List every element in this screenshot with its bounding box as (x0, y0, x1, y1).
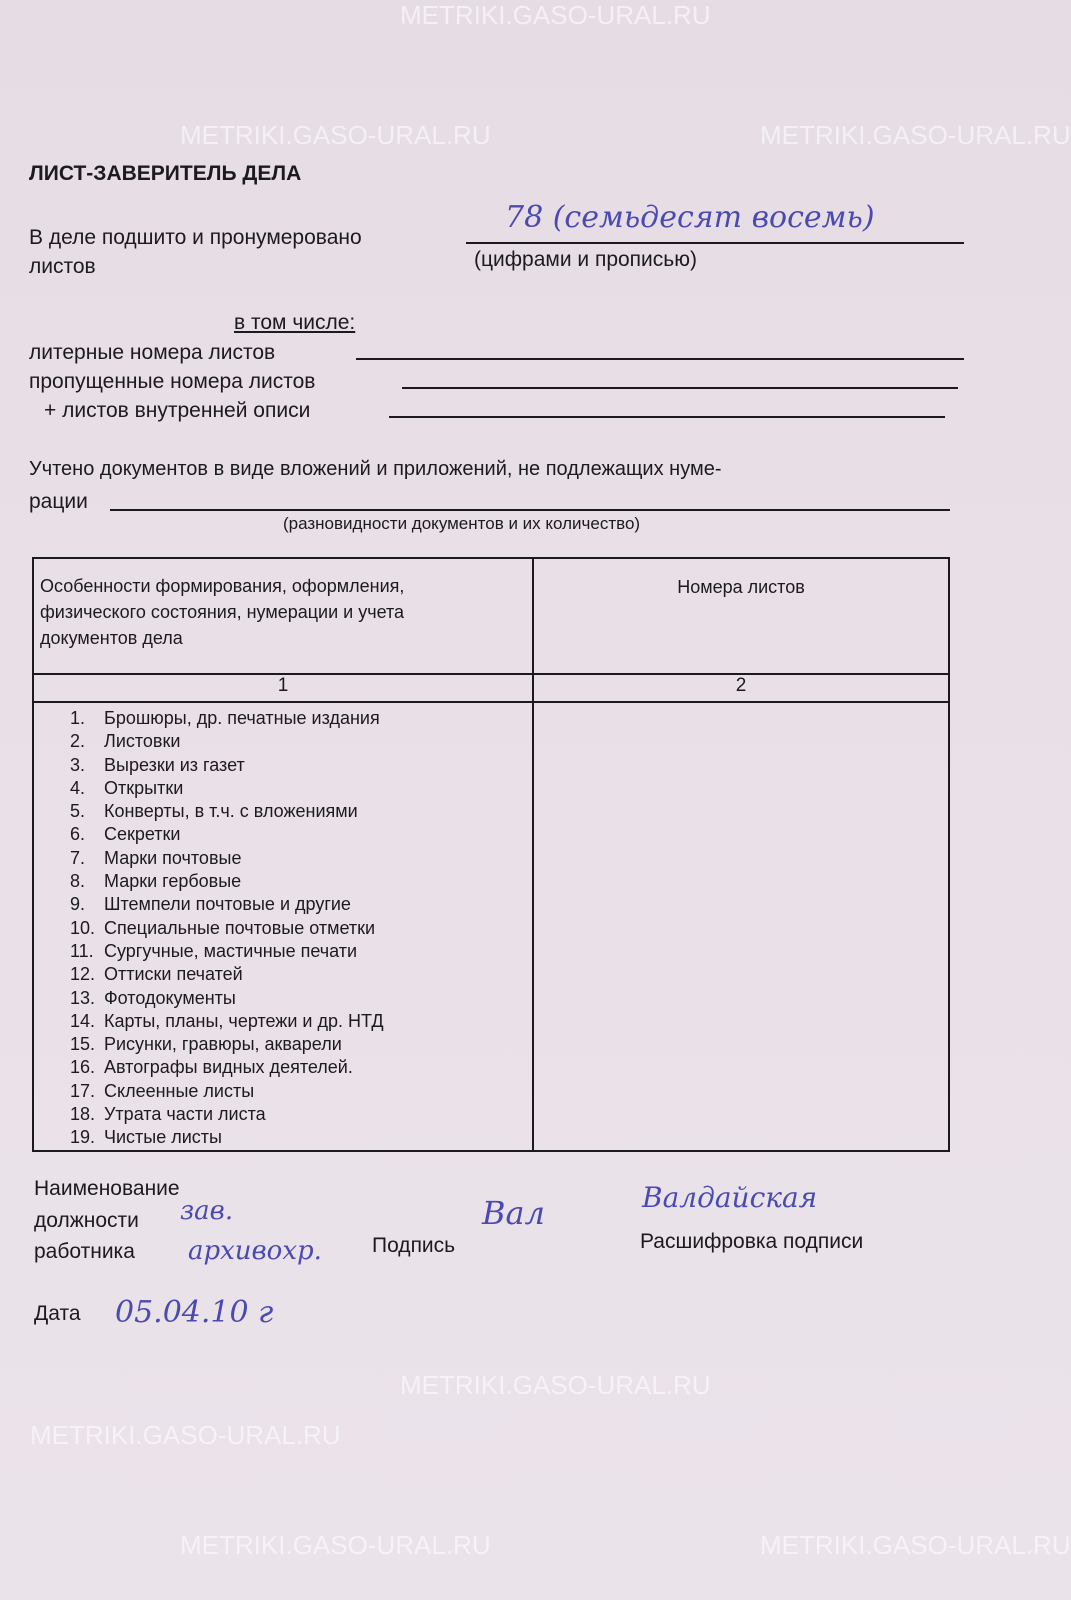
table-header-row (33, 558, 949, 674)
item-number: 14. (70, 1010, 96, 1031)
column-number-2: 2 (533, 674, 949, 702)
item-label: Карты, планы, чертежи и др. НТД (104, 1010, 384, 1031)
table-body-row (33, 702, 949, 1151)
list-item (70, 777, 532, 800)
list-item (70, 707, 532, 730)
item-number: 17. (70, 1080, 96, 1101)
list-item (70, 1103, 532, 1126)
decoding-label: Расшифровка подписи (640, 1230, 864, 1253)
item-number: 15. (70, 1034, 96, 1055)
features-table (32, 557, 950, 1152)
column-number-1: 1 (33, 674, 533, 702)
accounted-hint: (разновидности документов и их количество) (283, 514, 641, 533)
item-label: Чистые листы (104, 1127, 222, 1148)
item-number: 19. (70, 1127, 96, 1148)
item-number: 13. (70, 987, 96, 1008)
item-number: 3. (70, 754, 86, 775)
item-label: Штемпели почтовые и другие (104, 894, 351, 915)
list-item (70, 1010, 532, 1033)
filed-label-sheets: листов (29, 255, 96, 278)
item-label: Утрата части листа (104, 1104, 266, 1125)
filed-value[interactable]: 78 (семьдесят восемь) (505, 200, 875, 235)
list-item (70, 1056, 532, 1079)
item-label: Сургучные, мастичные печати (104, 940, 358, 961)
item-label: Марки почтовые (104, 847, 242, 868)
item-number: 16. (70, 1057, 96, 1078)
item-label: Открытки (104, 777, 184, 798)
list-item (70, 800, 532, 823)
position-label: работника (34, 1240, 135, 1263)
item-number: 11. (70, 940, 94, 961)
item-label: Конверты, в т.ч. с вложениями (104, 801, 358, 822)
item-number: 18. (70, 1104, 96, 1125)
missing-numbers-field[interactable] (402, 387, 958, 389)
sheet-numbers-cell[interactable] (533, 702, 949, 1151)
list-item (70, 940, 532, 963)
item-label: Специальные почтовые отметки (104, 917, 376, 938)
list-item (70, 1126, 532, 1149)
signature-label: Подпись (372, 1234, 456, 1257)
watermark: METRIKI.GASO-URAL.RU (180, 1530, 491, 1560)
item-number: 6. (70, 824, 86, 845)
letter-numbers-label: литерные номера листов (29, 341, 276, 364)
item-number: 4. (70, 777, 86, 798)
list-item (70, 870, 532, 893)
list-item (70, 987, 532, 1010)
item-label: Марки гербовые (104, 871, 242, 892)
column-header-features (33, 558, 533, 674)
item-number: 10. (70, 917, 96, 938)
position-label: должности (34, 1209, 139, 1232)
item-number: 1. (70, 708, 86, 728)
date-value[interactable]: 05.04.10 г (115, 1295, 274, 1330)
missing-numbers-label: пропущенные номера листов (29, 370, 316, 393)
date-label: Дата (34, 1302, 81, 1325)
signature-value[interactable]: Вал (482, 1194, 545, 1232)
inner-inventory-label: + листов внутренней описи (44, 399, 311, 422)
watermark: METRIKI.GASO-URAL.RU (180, 120, 491, 150)
watermark: METRIKI.GASO-URAL.RU (760, 120, 1071, 150)
list-item (70, 847, 532, 870)
accounted-label: Учтено документов в виде вложений и приложений, не подлежащих нуме- (29, 458, 722, 480)
inner-inventory-field[interactable] (389, 416, 945, 418)
accounted-field[interactable] (110, 509, 950, 511)
document-title: ЛИСТ-ЗАВЕРИТЕЛЬ ДЕЛА (29, 162, 302, 185)
list-item (70, 754, 532, 777)
item-number: 9. (70, 894, 86, 915)
item-label: Рисунки, гравюры, акварели (104, 1034, 342, 1055)
item-number: 8. (70, 871, 86, 892)
watermark: METRIKI.GASO-URAL.RU (400, 1370, 711, 1400)
item-label: Склеенные листы (104, 1080, 255, 1101)
item-label: Листовки (104, 731, 181, 752)
list-item (70, 893, 532, 916)
filed-hint: (цифрами и прописью) (474, 248, 697, 271)
item-number: 5. (70, 801, 86, 822)
list-item (70, 917, 532, 940)
position-label: Наименование (34, 1177, 180, 1200)
item-number: 7. (70, 847, 86, 868)
position-value[interactable]: архивохр. (188, 1236, 322, 1266)
item-label: Брошюры, др. печатные издания (104, 708, 380, 728)
column-header-line: физического состояния, нумерации и учета (40, 602, 405, 622)
item-label: Секретки (104, 824, 181, 845)
list-item (70, 963, 532, 986)
column-header-sheet-numbers: Номера листов (533, 558, 949, 674)
watermark: METRIKI.GASO-URAL.RU (760, 1530, 1071, 1560)
item-number: 12. (70, 964, 96, 985)
list-item (70, 823, 532, 846)
position-value[interactable]: зав. (180, 1196, 234, 1226)
filed-value-line (466, 242, 964, 244)
letter-numbers-field[interactable] (356, 358, 964, 360)
item-label: Фотодокументы (104, 987, 236, 1008)
column-header-line: документов дела (40, 628, 183, 648)
item-label: Автографы видных деятелей. (104, 1057, 353, 1078)
column-header-line: Особенности формирования, оформления, (40, 576, 405, 596)
item-number: 2. (70, 731, 86, 752)
accounted-label-cont: рации (29, 490, 88, 513)
item-label: Оттиски печатей (104, 964, 243, 985)
decoding-value[interactable]: Валдайская (642, 1181, 818, 1214)
watermark: METRIKI.GASO-URAL.RU (30, 1420, 341, 1450)
watermark: METRIKI.GASO-URAL.RU (400, 0, 711, 30)
table-number-row (33, 674, 949, 702)
list-item (70, 730, 532, 753)
list-item (70, 1033, 532, 1056)
including-label: в том числе: (234, 311, 356, 334)
item-label: Вырезки из газет (104, 754, 245, 775)
filed-label: В деле подшито и пронумеровано (29, 226, 362, 249)
list-item (70, 1080, 532, 1103)
features-list (33, 702, 533, 1151)
